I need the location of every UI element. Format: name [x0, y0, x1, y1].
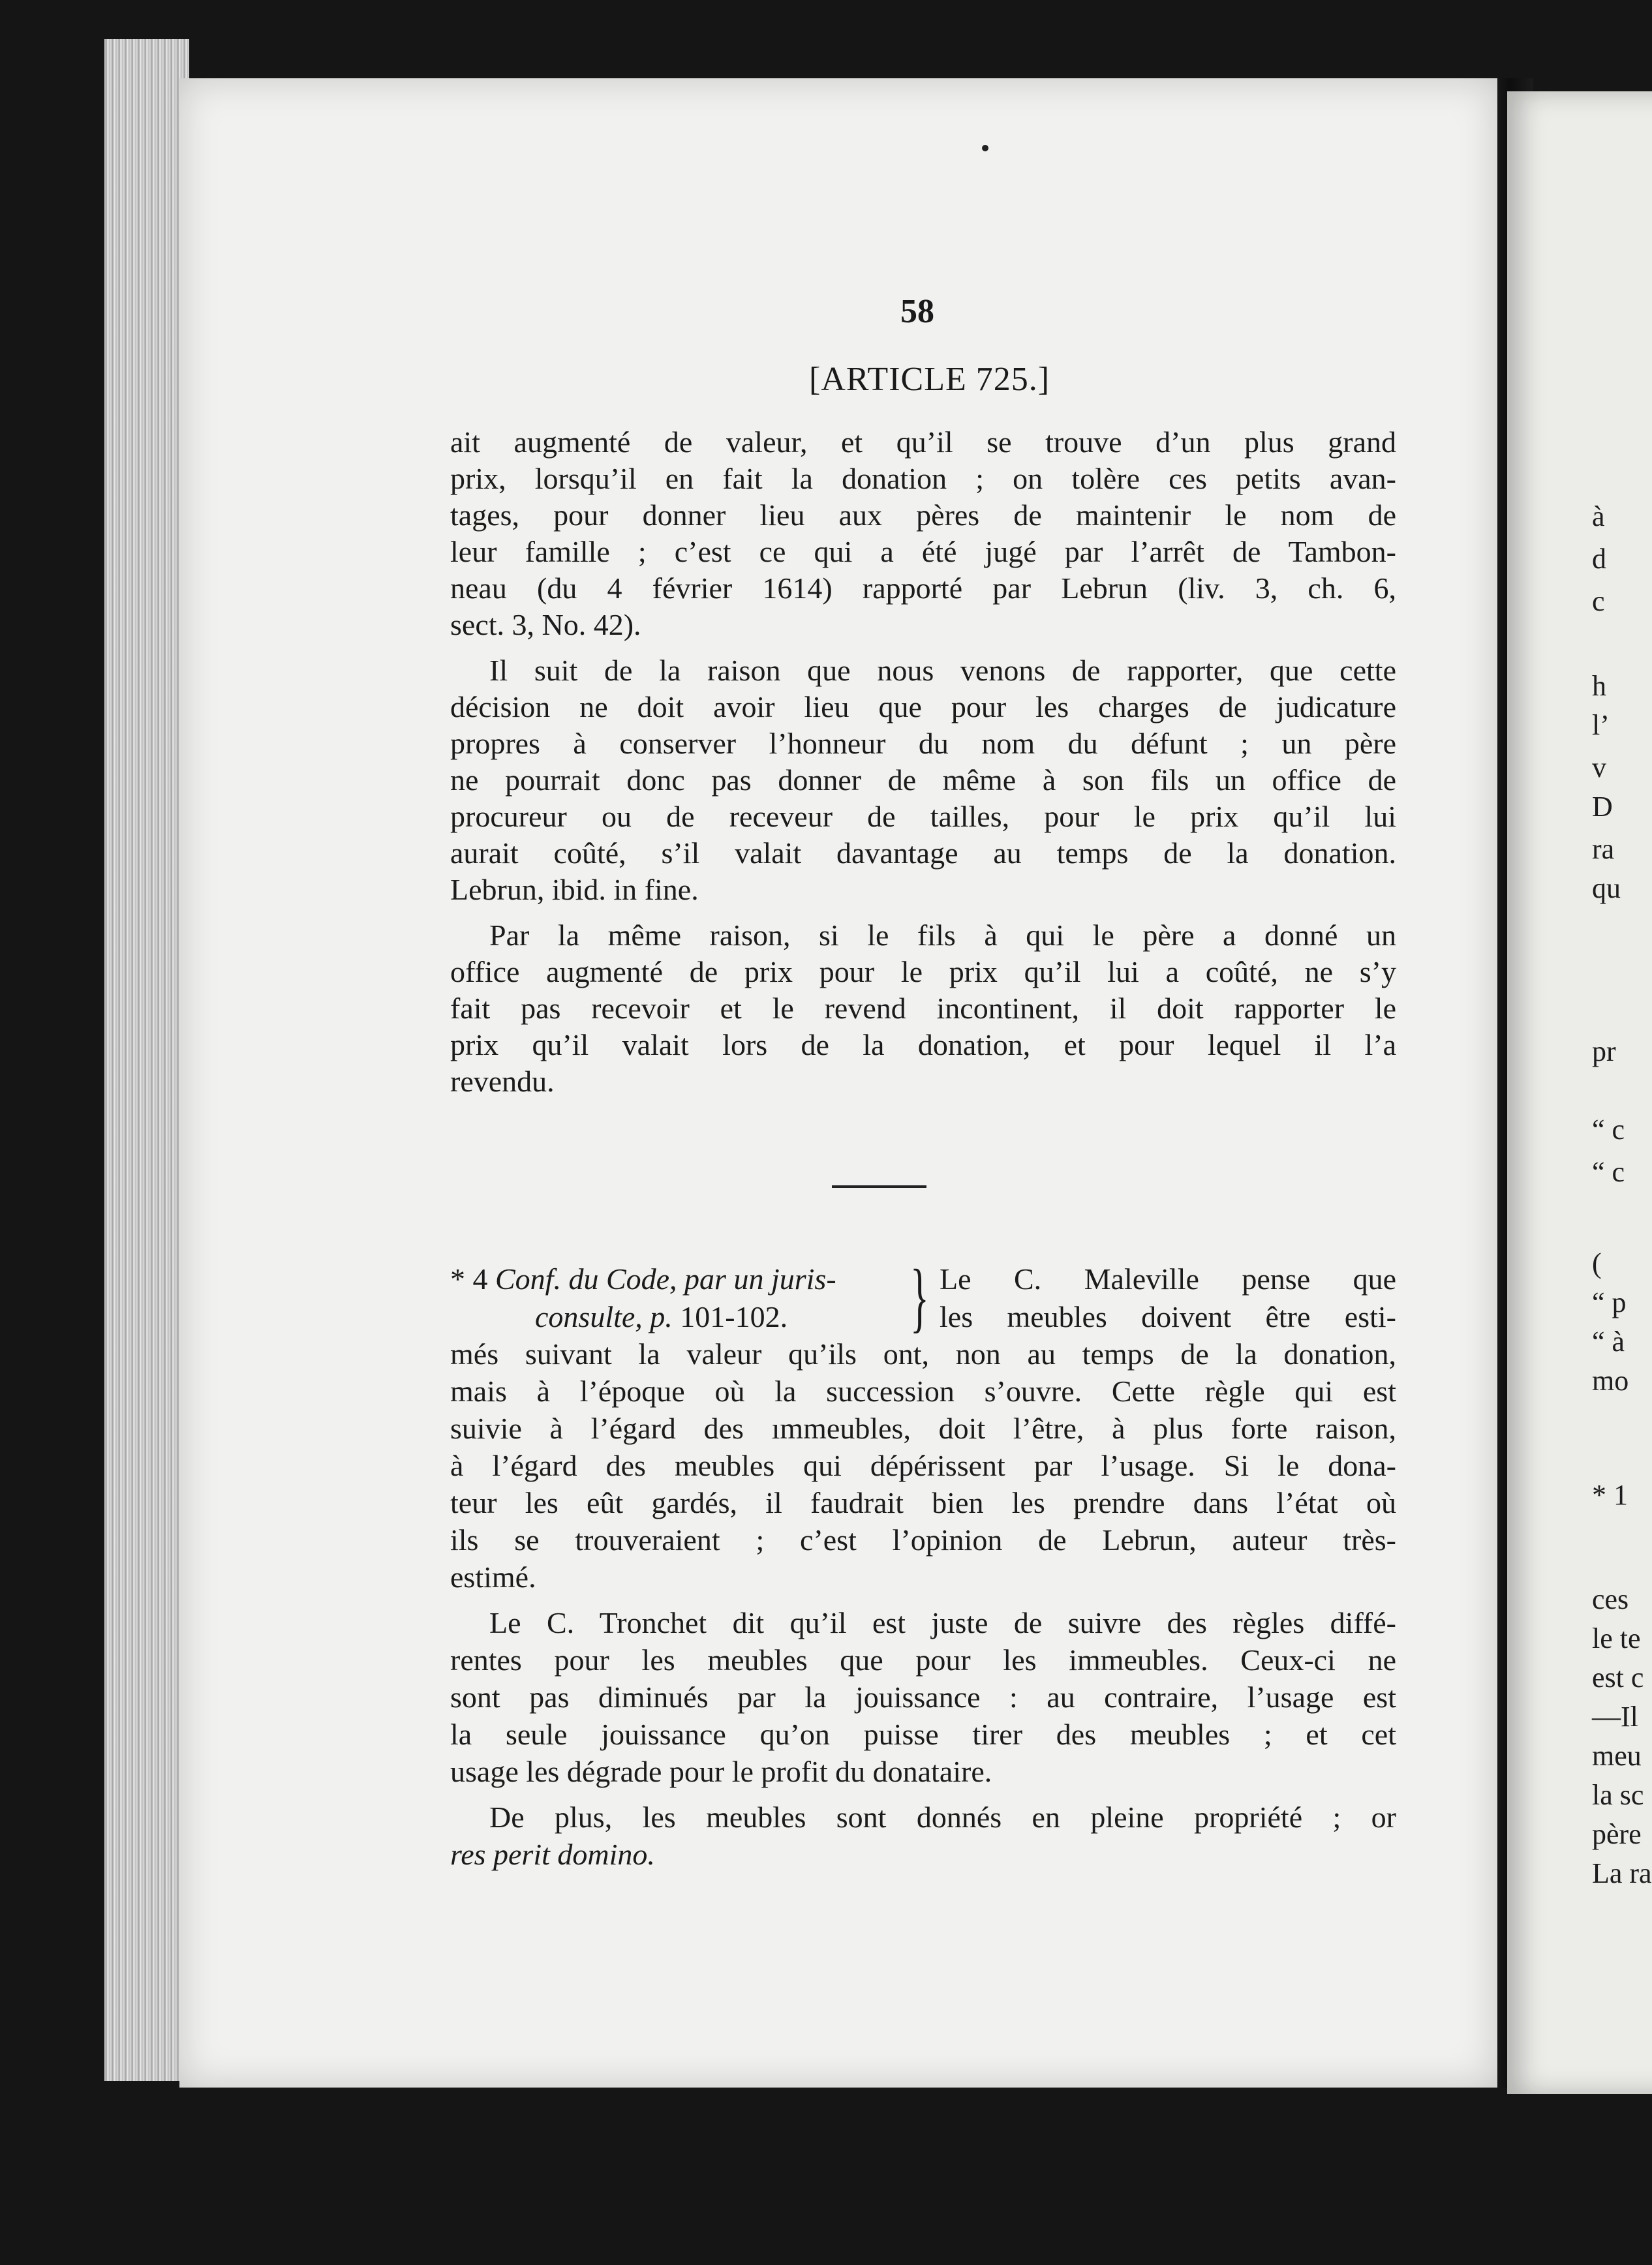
- facing-fragment: “ à: [1592, 1326, 1625, 1358]
- reference-pages: 101-102.: [680, 1300, 788, 1333]
- reference-title-cont: consulte, p.: [535, 1300, 673, 1333]
- facing-fragment: le te: [1592, 1622, 1641, 1654]
- facing-fragment: c: [1592, 585, 1605, 617]
- text-line: Il suit de la raison que nous venons de rapporter, que cette: [489, 654, 1396, 687]
- reference-citation: [450, 1260, 836, 1336]
- text-line: à l’égard des meubles qui dépérissent par l’usage. Si le dona-: [450, 1449, 1396, 1482]
- text-line: procureur ou de receveur de tailles, pour le prix qu’il lui: [450, 800, 1396, 833]
- facing-fragment: D: [1592, 791, 1613, 823]
- text-line: tages, pour donner lieu aux pères de maintenir le nom de: [450, 498, 1396, 532]
- text-line: estimé.: [450, 1560, 536, 1594]
- text-line: usage les dégrade pour le profit du donataire.: [450, 1755, 992, 1788]
- text-line: ne pourrait donc pas donner de même à son fils un office de: [450, 763, 1396, 797]
- facing-fragment: ces: [1592, 1583, 1629, 1615]
- text-line: revendu.: [450, 1065, 555, 1098]
- facing-fragment: “ c: [1592, 1114, 1625, 1146]
- text-line: mais à l’époque où la succession s’ouvre. Cette règle qui est: [450, 1375, 1396, 1408]
- facing-fragment: v: [1592, 752, 1606, 783]
- text-line: res perit domino.: [450, 1838, 655, 1871]
- text-line: neau (du 4 février 1614) rapporté par Lebrun (liv. 3, ch. 6,: [450, 571, 1396, 605]
- facing-fragment: La ra: [1592, 1857, 1652, 1889]
- text-line: sont pas diminués par la jouissance : au contraire, l’usage est: [450, 1680, 1396, 1714]
- section-separator: [832, 1185, 926, 1188]
- page-number: 58: [900, 293, 934, 330]
- reference-line: les meubles doivent être esti-: [940, 1300, 1396, 1333]
- text-line: prix qu’il valait lors de la donation, et pour lequel il l’a: [450, 1028, 1396, 1061]
- text-line: propres à conserver l’honneur du nom du défunt ; un père: [450, 727, 1396, 760]
- text-line: aurait coûté, s’il valait davantage au temps de la donation.: [450, 836, 1396, 870]
- facing-fragment: —Il: [1592, 1701, 1638, 1733]
- text-line: suivie à l’égard des ımmeubles, doit l’être, à plus forte raison,: [450, 1412, 1396, 1445]
- facing-fragment: (: [1592, 1247, 1602, 1279]
- text-line: més suivant la valeur qu’ils ont, non au temps de la donation,: [450, 1337, 1396, 1371]
- facing-fragment: est c: [1592, 1662, 1644, 1694]
- ink-spot: [982, 145, 988, 151]
- brace-glyph: }: [910, 1253, 929, 1340]
- text-line: décision ne doit avoir lieu que pour les charges de judicature: [450, 690, 1396, 723]
- facing-fragment: d: [1592, 543, 1606, 575]
- article-heading: [ARTICLE 725.]: [809, 361, 1050, 398]
- text-line: fait pas recevoir et le revend incontinent, il doit rapporter le: [450, 992, 1396, 1025]
- reference-marker: * 4: [450, 1262, 488, 1296]
- text-line: ils se trouveraient ; c’est l’opinion de Lebrun, auteur très-: [450, 1523, 1396, 1557]
- text-line: Le C. Tronchet dit qu’il est juste de suivre des règles diffé-: [489, 1606, 1396, 1639]
- facing-fragment: pr: [1592, 1035, 1616, 1067]
- facing-fragment: l’: [1592, 709, 1610, 741]
- facing-fragment: à: [1592, 500, 1605, 532]
- facing-fragment: “ p: [1592, 1286, 1627, 1318]
- facing-fragment: h: [1592, 670, 1606, 702]
- facing-fragment: “ c: [1592, 1156, 1625, 1188]
- facing-fragment: père: [1592, 1818, 1642, 1850]
- facing-fragment: la sc: [1592, 1779, 1644, 1811]
- facing-fragment: * 1: [1592, 1479, 1628, 1511]
- facing-fragment: mo: [1592, 1365, 1629, 1397]
- text-line: teur les eût gardés, il faudrait bien les prendre dans l’état où: [450, 1486, 1396, 1519]
- text-line: Par la même raison, si le fils à qui le père a donné un: [489, 919, 1396, 952]
- text-line: office augmenté de prix pour le prix qu’il lui a coûté, ne s’y: [450, 955, 1396, 988]
- text-line: De plus, les meubles sont donnés en pleine propriété ; or: [489, 1801, 1396, 1834]
- facing-fragment: qu: [1592, 872, 1621, 904]
- text-line: Lebrun, ibid. in fine.: [450, 873, 699, 906]
- text-line: sect. 3, No. 42).: [450, 608, 641, 641]
- reference-title: Conf. du Code, par un juris-: [495, 1262, 836, 1296]
- page-edges: [104, 39, 189, 2081]
- reference-text: [940, 1260, 1396, 1336]
- text-line: ait augmenté de valeur, et qu’il se trouve d’un plus grand: [450, 425, 1396, 459]
- reference-pages-line: [450, 1298, 836, 1336]
- reference-line: Le C. Maleville pense que: [940, 1262, 1396, 1296]
- text-line: rentes pour les meubles que pour les immeubles. Ceux-ci ne: [450, 1643, 1396, 1677]
- facing-fragment: ra: [1592, 833, 1615, 865]
- text-line: leur famille ; c’est ce qui a été jugé par l’arrêt de Tambon-: [450, 535, 1396, 568]
- text-line: prix, lorsqu’il en fait la donation ; on tolère ces petits avan-: [450, 462, 1396, 495]
- facing-fragment: meu: [1592, 1740, 1642, 1772]
- text-line: la seule jouissance qu’on puisse tirer des meubles ; et cet: [450, 1718, 1396, 1751]
